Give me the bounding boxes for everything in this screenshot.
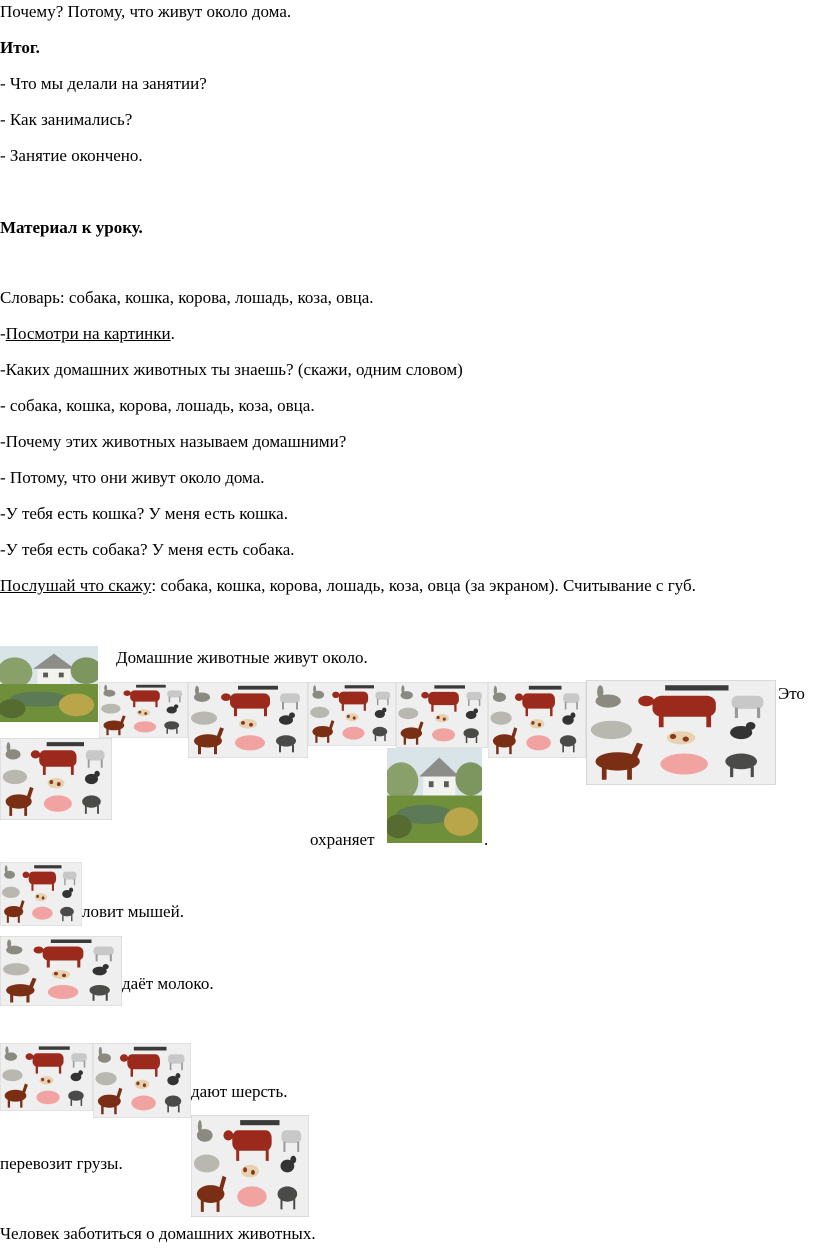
animals-poster [488,682,586,758]
pig-figure [131,1096,156,1111]
cow-figure [339,692,368,705]
text-line: - собака, кошка, корова, лошадь, коза, овца. [0,396,315,415]
pig-figure [237,1186,267,1206]
listen-rest: : собака, кошка, корова, лошадь, коза, овца (за экраном). Считывание с губ. [151,576,696,595]
cow-figure [130,690,160,701]
cow-figure [522,693,555,708]
pig-figure [235,735,265,750]
link-look-at-pictures[interactable]: Посмотри на картинки [5,324,171,343]
animals-poster [308,682,396,746]
pig-figure [48,985,79,999]
animals-poster [396,682,488,748]
exercise-this: Это [778,684,805,703]
poster-title-mark [434,685,465,688]
period: . [170,324,175,343]
goat-figure [467,692,482,700]
sheep-figure [2,1069,22,1081]
poster-title-mark [34,865,61,868]
sheep-figure [490,711,511,724]
goat-figure [563,693,579,703]
animals-poster [93,1043,191,1118]
sheep-figure [310,707,329,718]
animals-poster [0,738,112,820]
goat-figure [167,690,182,697]
cow-figure [230,693,270,708]
sheep-figure [191,711,217,724]
animals-poster [188,682,308,758]
sheep-figure [2,887,20,898]
sheep-figure [194,1155,220,1173]
animals-poster [0,862,82,926]
cow-figure [33,1053,64,1067]
cow-figure [428,692,459,705]
text-line: - Что мы делали на занятии? [0,74,207,93]
animals-poster [0,1043,93,1111]
exercise-gives-milk: даёт молоко. [122,974,214,993]
sheep-figure [3,770,27,784]
goat-figure [168,1054,184,1063]
goat-figure [71,1053,87,1062]
animals-poster-large [586,680,776,785]
goat-figure [281,1130,301,1143]
poster-title-mark [134,1047,167,1051]
goat-figure [375,692,390,700]
goat-figure [94,947,114,956]
text-line: - Как занимались? [0,110,133,129]
poster-title-mark [665,685,728,690]
exercise-live-near: Домашние животные живут около. [116,648,368,667]
exercise-guards: охраняет [310,830,375,849]
poster-title-mark [238,686,278,690]
poster-title-mark [47,742,84,746]
poster-title-mark [39,1046,70,1049]
house-picture [0,646,98,722]
text-line [0,576,696,596]
animals-poster [191,1115,309,1217]
cow-figure [232,1130,271,1150]
pig-figure [342,727,364,740]
exercise-give-wool: дают шерсть. [191,1082,288,1101]
animals-poster [0,936,122,1006]
poster-title-mark [529,686,562,690]
text-line: - Потому, что они живут около дома. [0,468,265,487]
sheep-figure [3,963,29,975]
poster-title-mark [136,685,166,688]
cow-figure [127,1054,160,1069]
pig-figure [432,728,455,741]
pig-figure [32,907,53,920]
cow-figure [653,696,716,717]
pig-figure [660,754,708,775]
goat-figure [86,750,105,760]
heading-summary: Итог. [0,38,40,57]
sheep-figure [591,721,632,739]
poster-title-mark [345,685,374,688]
exercise-carries-loads: перевозит грузы. [0,1154,123,1173]
sheep-figure [398,708,418,720]
animals-poster [99,682,188,738]
exercise-period: . [484,830,489,849]
pig-figure [134,721,156,732]
sheep-figure [101,704,120,714]
text-line: Почему? Потому, что живут около дома. [0,2,292,21]
text-line [0,324,175,344]
goat-figure [732,696,764,709]
text-line: -Почему этих животных называем домашними? [0,432,347,451]
text-line: -Каких домашних животных ты знаешь? (скажи, одним словом) [0,360,463,379]
link-listen[interactable]: Послушай что скажу [0,576,152,595]
pig-figure [44,795,72,811]
text-line: -У тебя есть собака? У меня есть собака. [0,540,295,559]
exercise-catches-mice: ловит мышей. [82,902,184,921]
text-line: -У тебя есть кошка? У меня есть кошка. [0,504,288,523]
cow-figure [29,872,56,885]
cow-figure [43,947,84,961]
cow-figure [39,750,76,766]
poster-title-mark [51,940,92,944]
dash: - [0,324,6,343]
heading-material: Материал к уроку. [0,218,143,237]
goat-figure [280,693,300,703]
sheep-figure [95,1072,116,1085]
goat-figure [63,872,77,880]
pig-figure [36,1091,59,1105]
text-line: - Занятие окончено. [0,146,143,165]
exercise-care: Человек заботиться о домашних животных. [0,1224,316,1243]
pig-figure [526,735,551,750]
house-figure [423,774,455,798]
poster-title-mark [240,1120,279,1125]
house-picture [387,748,482,843]
house-figure [37,667,70,686]
text-line: Словарь: собака, кошка, корова, лошадь, коза, овца. [0,288,374,307]
